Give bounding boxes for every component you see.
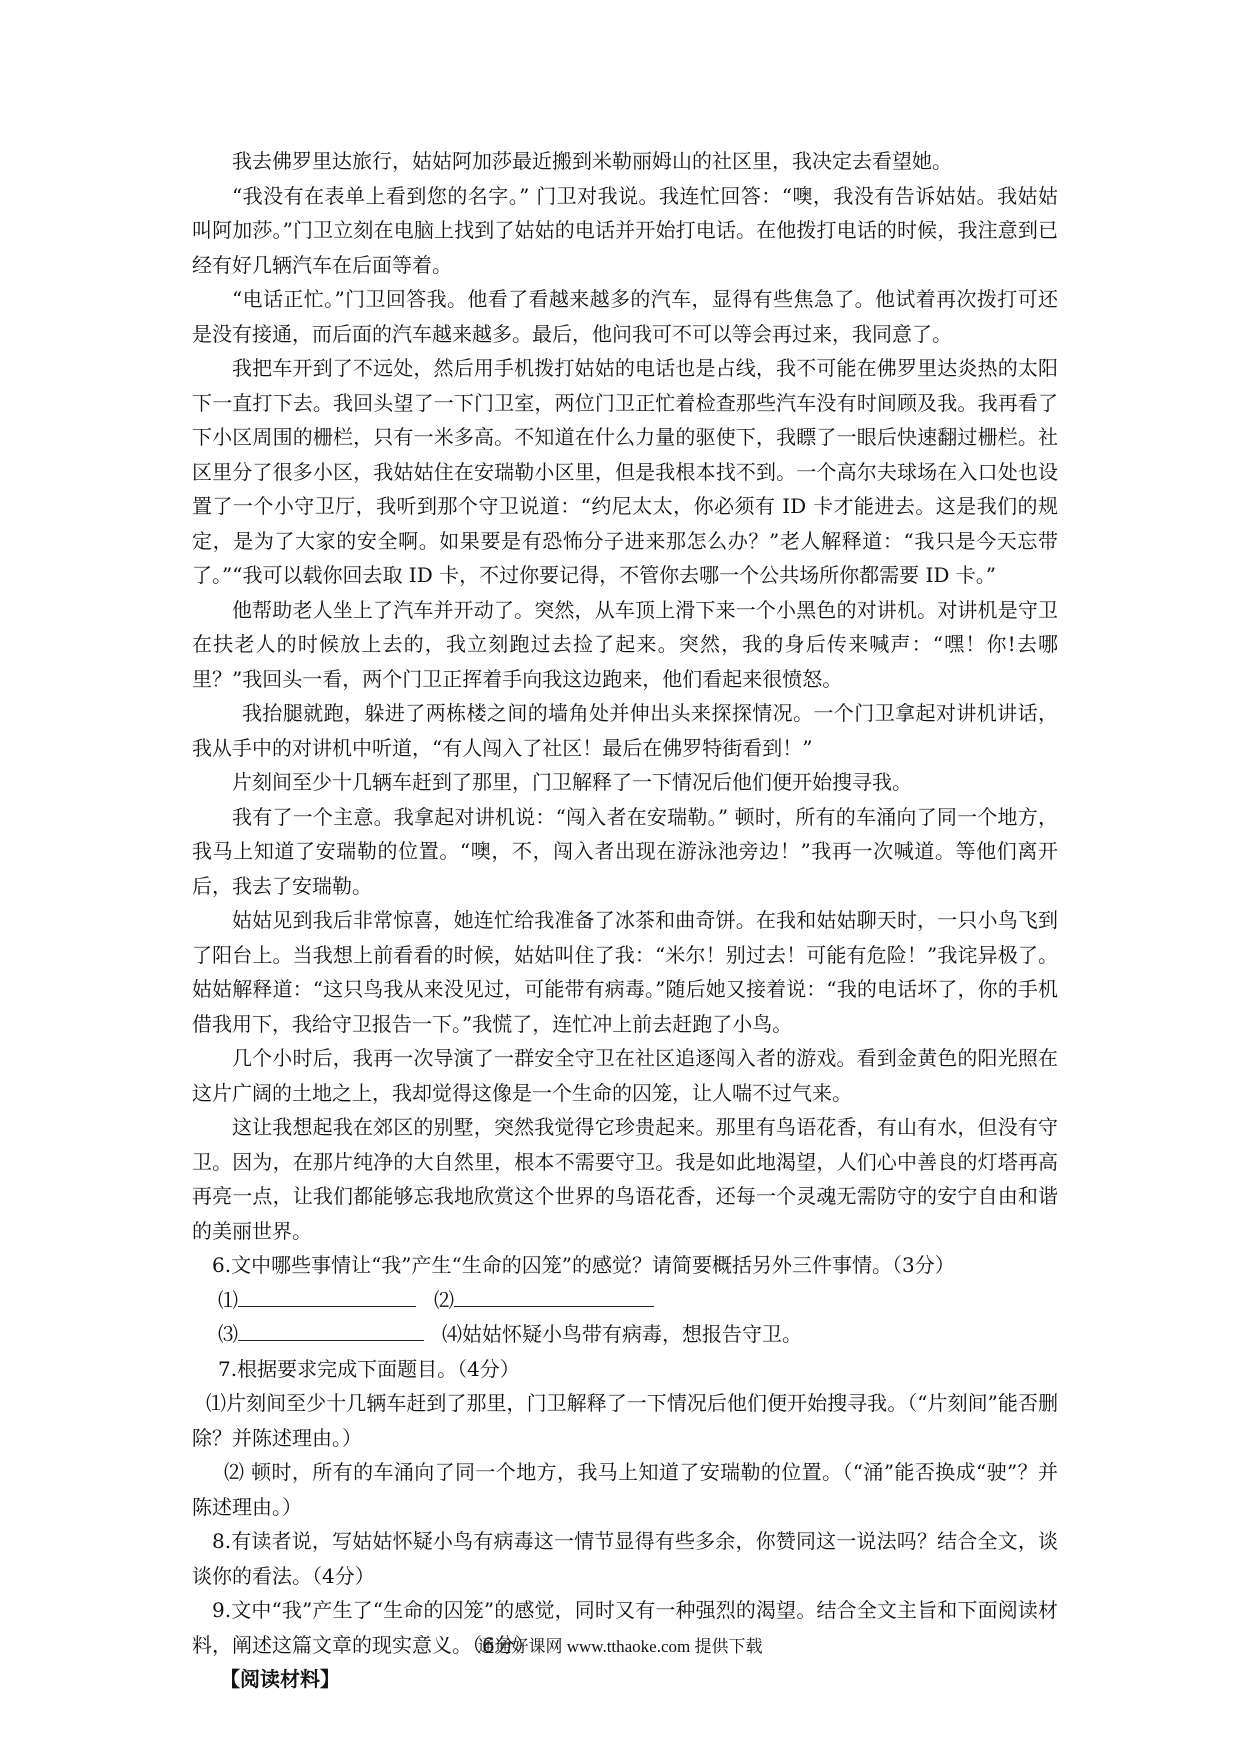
question-7-sub-1: ⑴片刻间至少十几辆车赶到了那里，门卫解释了一下情况后他们便开始搜寻我。（“片刻间”能否删除？并陈述理由。） — [192, 1391, 1058, 1450]
question-9: 9.文中“我”产生了“生命的囚笼”的感觉，同时又有一种强烈的渴望。结合全文主旨和下面阅读材料，阐述这篇文章的现实意义。（6分） — [192, 1598, 1058, 1657]
blank-row-2 — [218, 1317, 1058, 1352]
passage-paragraph: 他帮助老人坐上了汽车并开动了。突然，从车顶上滑下来一个小黑色的对讲机。对讲机是守卫在扶老人的时候放上去的，我立刻跑过去捡了起来。突然，我的身后传来喊声：“嘿！你!去哪里？”我回头一看，两个门卫正挥着手向我这边跑来，他们看起来很愤怒。 — [192, 597, 1058, 691]
passage-paragraph: 这让我想起我在郊区的别墅，突然我觉得它珍贵起来。那里有鸟语花香，有山有水，但没有守卫。因为，在那片纯净的大自然里，根本不需要守卫。我是如此地渴望，人们心中善良的灯塔再高再亮一点，让我们都能够忘我地欣赏这个世界的鸟语花香，还每一个灵魂无需防守的安宁自由和谐的美丽世界。 — [192, 1115, 1058, 1243]
passage-paragraph: 我把车开到了不远处，然后用手机拨打姑姑的电话也是占线，我不可能在佛罗里达炎热的太阳下一直打下去。我回头望了一下门卫室，两位门卫正忙着检查那些汽车没有时间顾及我。我再看了下小区周围的栅栏，只有一米多高。不知道在什么力量的驱使下，我瞟了一眼后快速翻过栅栏。社区里分了很多小区，我姑姑住在安瑞勒小区里，但是我根本找不到。一个高尔夫球场在入口处也设置了一个小守卫厅，我听到那个守卫说道：“约尼太太，你必须有 ID 卡才能进去。这是我们的规定，是为了大家的安全啊。如果要是有恐怖分子进来那怎么办？”老人解释道：“我只是今天忘带了。”“我可以载你回去取 ID 卡，不过你要记得，不管你去哪一个公共场所你都需要 ID 卡。” — [192, 356, 1058, 587]
answer-blank-1[interactable] — [238, 1284, 416, 1307]
passage-paragraph: 片刻间至少十几辆车赶到了那里，门卫解释了一下情况后他们便开始搜寻我。 — [232, 770, 912, 794]
passage-paragraph: “我没有在表单上看到您的名字。” 门卫对我说。我连忙回答：“噢，我没有告诉姑姑。我姑姑叫阿加莎。”门卫立刻在电脑上找到了姑姑的电话并开始打电话。在他拨打电话的时候，我注意到已经有好几辆汽车在后面等着。 — [192, 183, 1058, 277]
passage-paragraph: 姑姑见到我后非常惊喜，她连忙给我准备了冰茶和曲奇饼。在我和姑姑聊天时，一只小鸟飞到了阳台上。当我想上前看看的时候，姑姑叫住了我：“米尔！别过去！可能有危险！”我诧异极了。姑姑解释道：“这只鸟我从来没见过，可能带有病毒。”随后她又接着说：“我的电话坏了，你的手机借我用下，我给守卫报告一下。”我慌了，连忙冲上前去赶跑了小鸟。 — [192, 908, 1058, 1036]
blank-label-1: ⑴ — [218, 1287, 238, 1312]
question-6-blanks — [192, 1283, 1058, 1352]
question-6-item-4: ⑷姑姑怀疑小鸟带有病毒，想报告守卫。 — [442, 1322, 802, 1346]
passage-paragraph: 我抬腿就跑，躲进了两栋楼之间的墙角处并伸出头来探探情况。一个门卫拿起对讲机讲话，我从手中的对讲机中听道，“有人闯入了社区！最后在佛罗特街看到！” — [192, 701, 1058, 760]
question-7-sub-2: ⑵ 顿时，所有的车涌向了同一个地方，我马上知道了安瑞勒的位置。（“涌”能否换成“驶”？并陈述理由。） — [192, 1460, 1058, 1519]
question-7: 7.根据要求完成下面题目。（4分） — [218, 1356, 520, 1381]
reading-material-heading: 【阅读材料】 — [220, 1667, 340, 1691]
blank-label-3: ⑶ — [218, 1322, 238, 1346]
passage-paragraph: 我去佛罗里达旅行，姑姑阿加莎最近搬到米勒丽姆山的社区里，我决定去看望她。 — [232, 149, 952, 173]
passage-paragraph: “电话正忙。”门卫回答我。他看了看越来越多的汽车，显得有些焦急了。他试着再次拨打可还是没有接通，而后面的汽车越来越多。最后，他问我可不可以等会再过来，我同意了。 — [192, 287, 1058, 346]
passage-paragraph: 我有了一个主意。我拿起对讲机说：“闯入者在安瑞勒。” 顿时，所有的车涌向了同一个地方，我马上知道了安瑞勒的位置。“噢，不，闯入者出现在游泳池旁边！”我再一次喊道。等他们离开后，我去了安瑞勒。 — [192, 804, 1058, 898]
question-8: 8.有读者说，写姑姑怀疑小鸟有病毒这一情节显得有些多余，你赞同这一说法吗？结合全文，谈谈你的看法。（4分） — [192, 1529, 1058, 1588]
footer-source-text: 通通好课网 www.tthaoke.com 提供下载 — [477, 1637, 763, 1656]
answer-blank-2[interactable] — [454, 1284, 654, 1307]
question-6: 6.文中哪些事情让“我”产生“生命的囚笼”的感觉？请简要概括另外三件事情。（3分） — [212, 1253, 955, 1277]
blank-label-2: ⑵ — [434, 1287, 454, 1312]
blank-row-1 — [218, 1283, 1058, 1318]
answer-blank-3[interactable] — [238, 1318, 424, 1341]
passage-paragraph: 几个小时后，我再一次导演了一群安全守卫在社区追逐闯入者的游戏。看到金黄色的阳光照在这片广阔的土地之上，我却觉得这像是一个生命的囚笼，让人喘不过气来。 — [192, 1046, 1058, 1105]
passage-and-questions — [192, 144, 1058, 1697]
